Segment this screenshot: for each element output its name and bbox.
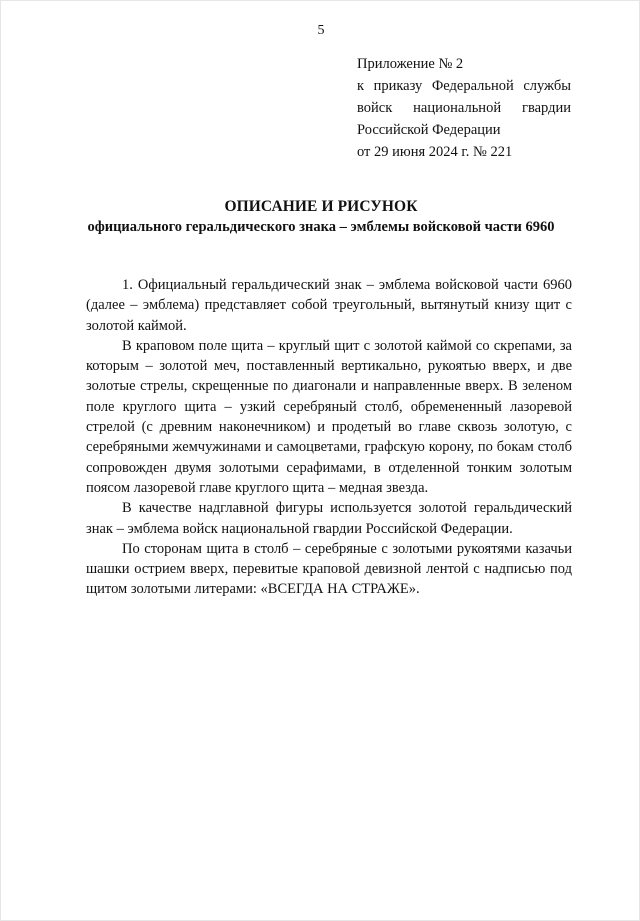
annex-number: Приложение № 2 [357, 56, 464, 72]
annex-order-reference: к приказу Федеральной службы [357, 78, 571, 94]
paragraph-4: По сторонам щита в столб – серебряные с золотыми рукоятями казачьи шашки острием вверх, перевитые краповой девизной лентой с надписью под щитом золотыми литерами: «ВСЕГДА НА СТРАЖЕ». [86, 540, 572, 598]
document-title: ОПИСАНИЕ И РИСУНОК [224, 198, 418, 215]
annex-header [357, 53, 571, 163]
annex-order-date: от 29 июня 2024 г. № 221 [357, 144, 513, 160]
annex-service-name: войск национальной гвардии [357, 100, 571, 116]
annex-country: Российской Федерации [357, 122, 501, 138]
paragraph-1: 1. Официальный геральдический знак – эмблема войсковой части 6960 (далее – эмблема) представляет собой треугольный, вытянутый книзу щит с золотой каймой. [86, 277, 572, 334]
page-number: 5 [317, 23, 325, 38]
paragraph-3: В качестве надглавной фигуры используется золотой геральдический знак – эмблема войск национальной гвардии Российской Федерации. [86, 500, 572, 537]
document-body [86, 275, 572, 600]
document-subtitle: официального геральдического знака – эмблемы войсковой части 6960 [87, 219, 555, 235]
paragraph-2: В крaповом поле щита – круглый щит с золотой каймой со скрепами, за которым – золотой меч, поставленный вертикально, рукоятью вверх, и две золотые стрелы, скрещенные по диагонали и направленные вверх. В зеленом поле круглого щита – узкий серебряный столб, обремененный лазоревой стрелой (с древним наконечником) и продетый во главе сквозь золотую, с серебряными жемчужинами и самоцветами, графскую корону, по бокам столб сопровожден двумя золотыми серафимами, в отделенной тонким золотым поясом лазоревой главе круглого щита – медная звезда. [86, 337, 572, 496]
